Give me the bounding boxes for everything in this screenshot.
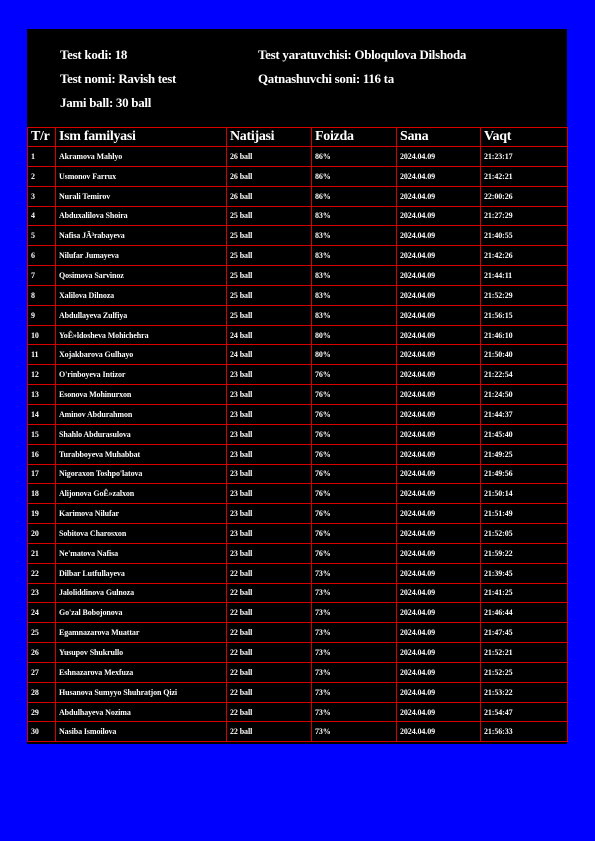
result-score-cell: 25 ball <box>227 285 312 305</box>
result-time-cell: 21:49:56 <box>481 464 568 484</box>
result-time-cell: 21:51:49 <box>481 504 568 524</box>
result-score-cell: 22 ball <box>227 702 312 722</box>
table-row <box>28 206 568 226</box>
table-row <box>28 504 568 524</box>
row-number-cell: 2 <box>28 166 56 186</box>
row-number-cell: 13 <box>28 385 56 405</box>
result-date-cell: 2024.04.09 <box>397 583 481 603</box>
result-percent-cell: 73% <box>312 563 397 583</box>
row-number-cell: 6 <box>28 246 56 266</box>
participant-name-cell: Abdullayeva Zulfiya <box>56 305 227 325</box>
result-percent-cell: 76% <box>312 504 397 524</box>
row-number-cell: 5 <box>28 226 56 246</box>
row-number-cell: 27 <box>28 662 56 682</box>
result-score-cell: 25 ball <box>227 226 312 246</box>
table-row <box>28 365 568 385</box>
result-time-cell: 21:56:15 <box>481 305 568 325</box>
result-time-cell: 21:56:33 <box>481 722 568 742</box>
result-percent-cell: 73% <box>312 682 397 702</box>
row-number-cell: 22 <box>28 563 56 583</box>
table-row <box>28 325 568 345</box>
result-date-cell: 2024.04.09 <box>397 524 481 544</box>
row-number-cell: 9 <box>28 305 56 325</box>
result-percent-cell: 73% <box>312 623 397 643</box>
result-date-cell: 2024.04.09 <box>397 702 481 722</box>
participant-name-cell: Nilufar Jumayeva <box>56 246 227 266</box>
result-percent-cell: 76% <box>312 385 397 405</box>
participant-name-cell: Nurali Temirov <box>56 186 227 206</box>
result-percent-cell: 80% <box>312 325 397 345</box>
row-number-cell: 26 <box>28 643 56 663</box>
result-time-cell: 21:23:17 <box>481 147 568 167</box>
result-score-cell: 26 ball <box>227 166 312 186</box>
result-date-cell: 2024.04.09 <box>397 285 481 305</box>
result-date-cell: 2024.04.09 <box>397 186 481 206</box>
participant-name-cell: Turabboyeva Muhabbat <box>56 444 227 464</box>
table-row <box>28 266 568 286</box>
row-number-cell: 29 <box>28 702 56 722</box>
result-percent-cell: 73% <box>312 662 397 682</box>
result-score-cell: 26 ball <box>227 147 312 167</box>
result-score-cell: 24 ball <box>227 325 312 345</box>
result-date-cell: 2024.04.09 <box>397 682 481 702</box>
result-date-cell: 2024.04.09 <box>397 623 481 643</box>
row-number-cell: 15 <box>28 424 56 444</box>
participant-name-cell: Nigoraxon Toshpo'latova <box>56 464 227 484</box>
test-code: Test kodi: 18 <box>60 47 128 62</box>
result-time-cell: 21:59:22 <box>481 543 568 563</box>
participant-name-cell: Xalilova Dilnoza <box>56 285 227 305</box>
result-time-cell: 21:53:22 <box>481 682 568 702</box>
row-number-cell: 4 <box>28 206 56 226</box>
result-time-cell: 21:24:50 <box>481 385 568 405</box>
participant-name-cell: Esonova Mohinurxon <box>56 385 227 405</box>
result-time-cell: 21:52:21 <box>481 643 568 663</box>
result-time-cell: 21:52:25 <box>481 662 568 682</box>
row-number-cell: 17 <box>28 464 56 484</box>
result-score-cell: 23 ball <box>227 424 312 444</box>
row-number-cell: 23 <box>28 583 56 603</box>
result-score-cell: 23 ball <box>227 504 312 524</box>
result-percent-cell: 73% <box>312 702 397 722</box>
participant-name-cell: Karimova Nilufar <box>56 504 227 524</box>
result-date-cell: 2024.04.09 <box>397 484 481 504</box>
result-score-cell: 22 ball <box>227 682 312 702</box>
result-time-cell: 21:39:45 <box>481 563 568 583</box>
table-row <box>28 662 568 682</box>
row-number-cell: 3 <box>28 186 56 206</box>
result-percent-cell: 76% <box>312 484 397 504</box>
result-score-cell: 22 ball <box>227 662 312 682</box>
result-score-cell: 23 ball <box>227 464 312 484</box>
test-name: Test nomi: Ravish test <box>60 71 177 86</box>
participant-name-cell: Nafisa JÃ³rabayeva <box>56 226 227 246</box>
result-percent-cell: 83% <box>312 246 397 266</box>
result-date-cell: 2024.04.09 <box>397 563 481 583</box>
result-time-cell: 22:00:26 <box>481 186 568 206</box>
table-row <box>28 643 568 663</box>
table-row <box>28 484 568 504</box>
results-sheet <box>27 29 567 744</box>
result-score-cell: 24 ball <box>227 345 312 365</box>
table-row <box>28 722 568 742</box>
row-number-cell: 10 <box>28 325 56 345</box>
result-date-cell: 2024.04.09 <box>397 345 481 365</box>
result-time-cell: 21:41:25 <box>481 583 568 603</box>
result-percent-cell: 76% <box>312 543 397 563</box>
result-percent-cell: 73% <box>312 583 397 603</box>
participant-name-cell: Eshnazarova Mexfuza <box>56 662 227 682</box>
result-date-cell: 2024.04.09 <box>397 226 481 246</box>
column-header-time: Vaqt <box>481 128 568 147</box>
result-date-cell: 2024.04.09 <box>397 543 481 563</box>
participant-name-cell: Nasiba Ismoilova <box>56 722 227 742</box>
result-score-cell: 22 ball <box>227 583 312 603</box>
result-percent-cell: 76% <box>312 365 397 385</box>
row-number-cell: 12 <box>28 365 56 385</box>
table-row <box>28 285 568 305</box>
column-header-number: T/r <box>28 128 56 147</box>
participant-name-cell: Dilbar Lutfullayeva <box>56 563 227 583</box>
result-percent-cell: 76% <box>312 524 397 544</box>
result-time-cell: 21:52:29 <box>481 285 568 305</box>
row-number-cell: 19 <box>28 504 56 524</box>
result-time-cell: 21:46:10 <box>481 325 568 345</box>
result-date-cell: 2024.04.09 <box>397 643 481 663</box>
table-row <box>28 345 568 365</box>
column-header-date: Sana <box>397 128 481 147</box>
participant-count: Qatnashuvchi soni: 116 ta <box>258 71 394 86</box>
participant-name-cell: Aminov Abdurahmon <box>56 404 227 424</box>
result-percent-cell: 73% <box>312 722 397 742</box>
table-row <box>28 623 568 643</box>
total-score: Jami ball: 30 ball <box>60 95 152 110</box>
result-date-cell: 2024.04.09 <box>397 404 481 424</box>
result-date-cell: 2024.04.09 <box>397 365 481 385</box>
table-row <box>28 424 568 444</box>
result-date-cell: 2024.04.09 <box>397 385 481 405</box>
result-time-cell: 21:45:40 <box>481 424 568 444</box>
result-score-cell: 25 ball <box>227 206 312 226</box>
participant-name-cell: Sobitova Charosxon <box>56 524 227 544</box>
row-number-cell: 16 <box>28 444 56 464</box>
row-number-cell: 7 <box>28 266 56 286</box>
table-row <box>28 524 568 544</box>
result-date-cell: 2024.04.09 <box>397 504 481 524</box>
table-header-row <box>28 128 568 147</box>
column-header-percent: Foizda <box>312 128 397 147</box>
participant-name-cell: Xojakbarova Gulhayo <box>56 345 227 365</box>
table-row <box>28 226 568 246</box>
result-time-cell: 21:50:14 <box>481 484 568 504</box>
column-header-name: Ism familyasi <box>56 128 227 147</box>
participant-name-cell: Yusupov Shukrullo <box>56 643 227 663</box>
result-score-cell: 23 ball <box>227 365 312 385</box>
table-row <box>28 603 568 623</box>
result-percent-cell: 80% <box>312 345 397 365</box>
participant-name-cell: Go'zal Bobojonova <box>56 603 227 623</box>
result-score-cell: 23 ball <box>227 484 312 504</box>
result-date-cell: 2024.04.09 <box>397 603 481 623</box>
result-score-cell: 26 ball <box>227 186 312 206</box>
table-row <box>28 464 568 484</box>
result-time-cell: 21:49:25 <box>481 444 568 464</box>
participant-name-cell: Abdulhayeva Nozima <box>56 702 227 722</box>
test-info-header <box>27 29 567 127</box>
result-date-cell: 2024.04.09 <box>397 424 481 444</box>
result-date-cell: 2024.04.09 <box>397 444 481 464</box>
participant-name-cell: Shahlo Abdurasulova <box>56 424 227 444</box>
result-percent-cell: 86% <box>312 147 397 167</box>
result-score-cell: 22 ball <box>227 722 312 742</box>
row-number-cell: 30 <box>28 722 56 742</box>
result-percent-cell: 73% <box>312 603 397 623</box>
result-time-cell: 21:50:40 <box>481 345 568 365</box>
table-row <box>28 583 568 603</box>
participant-name-cell: Abduxalilova Shoira <box>56 206 227 226</box>
result-score-cell: 22 ball <box>227 643 312 663</box>
result-percent-cell: 76% <box>312 464 397 484</box>
result-score-cell: 22 ball <box>227 563 312 583</box>
result-score-cell: 23 ball <box>227 385 312 405</box>
result-percent-cell: 83% <box>312 285 397 305</box>
table-row <box>28 444 568 464</box>
result-percent-cell: 83% <box>312 206 397 226</box>
result-time-cell: 21:52:05 <box>481 524 568 544</box>
table-row <box>28 385 568 405</box>
participant-name-cell: Usmonov Farrux <box>56 166 227 186</box>
participant-name-cell: Ne'matova Nafisa <box>56 543 227 563</box>
result-score-cell: 23 ball <box>227 543 312 563</box>
result-date-cell: 2024.04.09 <box>397 147 481 167</box>
result-time-cell: 21:47:45 <box>481 623 568 643</box>
results-table <box>27 127 568 742</box>
result-time-cell: 21:46:44 <box>481 603 568 623</box>
table-row <box>28 702 568 722</box>
participant-name-cell: Akramova Mahlyo <box>56 147 227 167</box>
result-time-cell: 21:44:11 <box>481 266 568 286</box>
result-time-cell: 21:27:29 <box>481 206 568 226</box>
result-score-cell: 23 ball <box>227 444 312 464</box>
result-score-cell: 25 ball <box>227 305 312 325</box>
table-body <box>28 147 568 742</box>
table-row <box>28 186 568 206</box>
table-row <box>28 543 568 563</box>
result-percent-cell: 83% <box>312 266 397 286</box>
result-score-cell: 22 ball <box>227 603 312 623</box>
table-row <box>28 682 568 702</box>
table-row <box>28 147 568 167</box>
row-number-cell: 25 <box>28 623 56 643</box>
table-row <box>28 246 568 266</box>
result-time-cell: 21:40:55 <box>481 226 568 246</box>
result-date-cell: 2024.04.09 <box>397 722 481 742</box>
result-score-cell: 25 ball <box>227 246 312 266</box>
result-date-cell: 2024.04.09 <box>397 206 481 226</box>
result-date-cell: 2024.04.09 <box>397 246 481 266</box>
row-number-cell: 1 <box>28 147 56 167</box>
result-time-cell: 21:42:21 <box>481 166 568 186</box>
participant-name-cell: Qosimova Sarvinoz <box>56 266 227 286</box>
row-number-cell: 14 <box>28 404 56 424</box>
result-percent-cell: 83% <box>312 226 397 246</box>
result-percent-cell: 83% <box>312 305 397 325</box>
table-row <box>28 404 568 424</box>
row-number-cell: 18 <box>28 484 56 504</box>
result-score-cell: 22 ball <box>227 623 312 643</box>
result-date-cell: 2024.04.09 <box>397 166 481 186</box>
result-percent-cell: 76% <box>312 424 397 444</box>
result-percent-cell: 76% <box>312 404 397 424</box>
row-number-cell: 24 <box>28 603 56 623</box>
participant-name-cell: O'rinboyeva Intizor <box>56 365 227 385</box>
participant-name-cell: YoÊ»ldosheva Mohichehra <box>56 325 227 345</box>
result-time-cell: 21:22:54 <box>481 365 568 385</box>
result-date-cell: 2024.04.09 <box>397 305 481 325</box>
result-score-cell: 23 ball <box>227 524 312 544</box>
row-number-cell: 21 <box>28 543 56 563</box>
table-row <box>28 563 568 583</box>
result-date-cell: 2024.04.09 <box>397 266 481 286</box>
participant-name-cell: Jaloliddinova Gulnoza <box>56 583 227 603</box>
participant-name-cell: Alijonova GoÊ»zalxon <box>56 484 227 504</box>
test-creator: Test yaratuvchisi: Obloqulova Dilshoda <box>258 47 467 62</box>
row-number-cell: 8 <box>28 285 56 305</box>
result-date-cell: 2024.04.09 <box>397 464 481 484</box>
result-date-cell: 2024.04.09 <box>397 662 481 682</box>
result-time-cell: 21:44:37 <box>481 404 568 424</box>
table-row <box>28 166 568 186</box>
result-date-cell: 2024.04.09 <box>397 325 481 345</box>
participant-name-cell: Egamnazarova Muattar <box>56 623 227 643</box>
result-percent-cell: 73% <box>312 643 397 663</box>
result-percent-cell: 86% <box>312 166 397 186</box>
row-number-cell: 20 <box>28 524 56 544</box>
result-score-cell: 25 ball <box>227 266 312 286</box>
result-percent-cell: 76% <box>312 444 397 464</box>
result-score-cell: 23 ball <box>227 404 312 424</box>
result-time-cell: 21:42:26 <box>481 246 568 266</box>
result-percent-cell: 86% <box>312 186 397 206</box>
row-number-cell: 11 <box>28 345 56 365</box>
row-number-cell: 28 <box>28 682 56 702</box>
table-row <box>28 305 568 325</box>
result-time-cell: 21:54:47 <box>481 702 568 722</box>
participant-name-cell: Husanova Sumyyo Shuhratjon Qizi <box>56 682 227 702</box>
column-header-result: Natijasi <box>227 128 312 147</box>
